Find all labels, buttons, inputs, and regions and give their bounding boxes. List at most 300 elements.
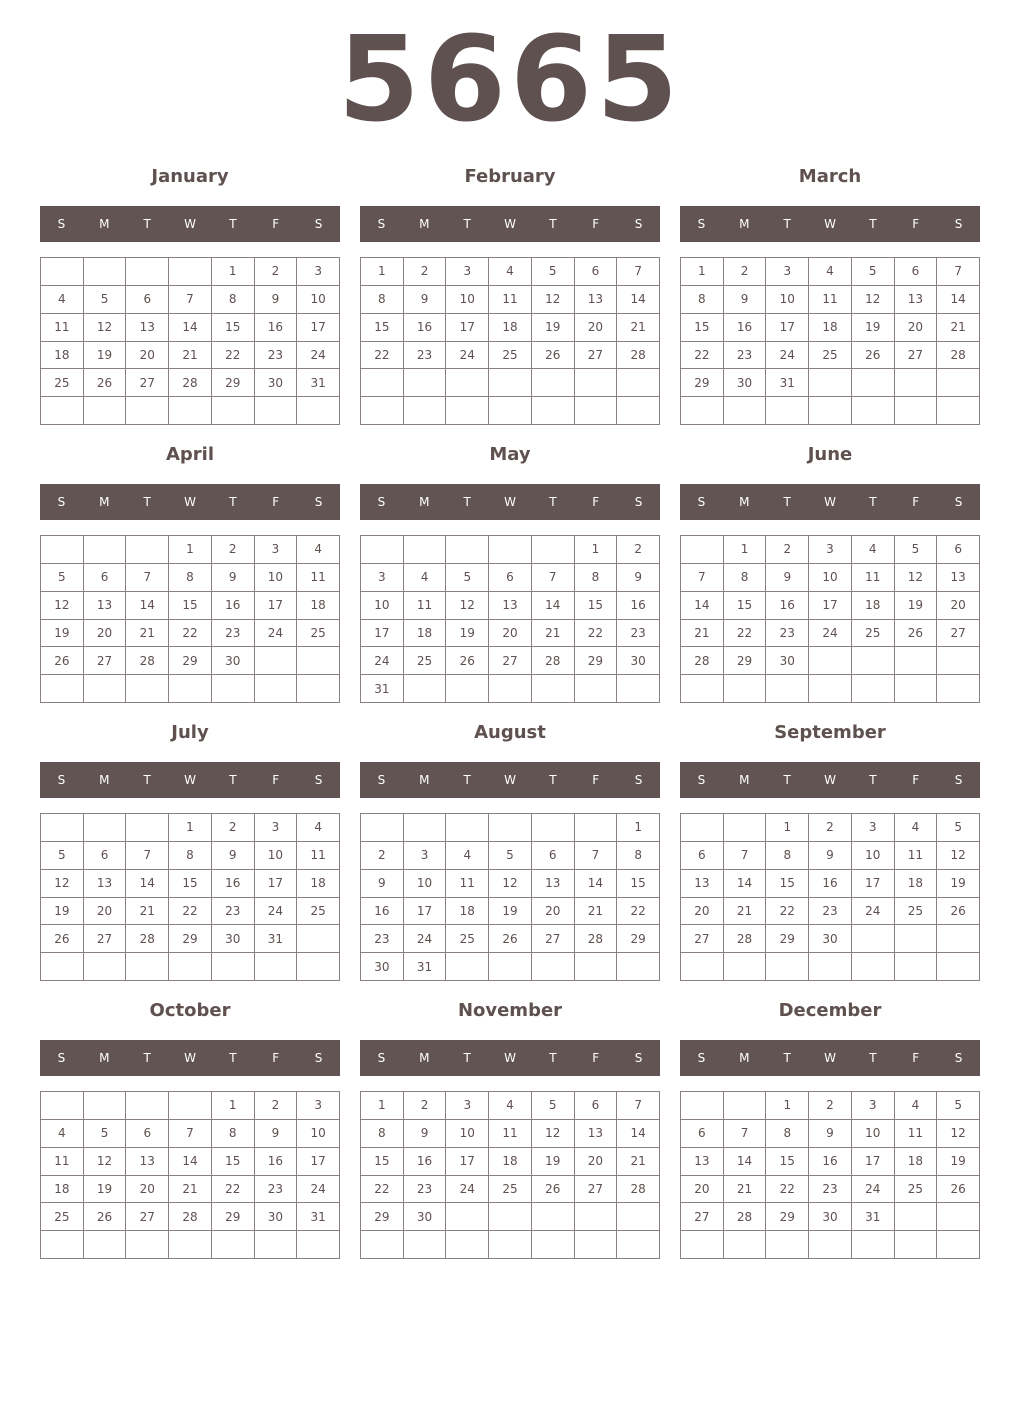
weekday-label: W [824,217,836,231]
day-cell: 12 [489,870,532,898]
empty-cell [617,369,660,397]
day-cell: 6 [575,1092,618,1120]
day-cell: 1 [575,536,618,564]
empty-cell [809,675,852,703]
day-cell: 28 [169,369,212,397]
empty-cell [681,1092,724,1120]
empty-cell [809,953,852,981]
day-cell: 13 [84,592,127,620]
weekday-label: W [824,495,836,509]
empty-cell [41,536,84,564]
day-grid [40,535,340,703]
day-cell: 1 [212,258,255,286]
day-cell: 29 [361,1203,404,1231]
empty-cell [489,397,532,425]
day-cell: 31 [361,675,404,703]
empty-cell [895,647,938,675]
weekday-label: F [912,217,920,231]
day-cell: 1 [681,258,724,286]
day-cell: 8 [169,842,212,870]
empty-cell [489,369,532,397]
day-cell: 3 [446,1092,489,1120]
empty-cell [41,814,84,842]
weekday-label: T [229,1051,237,1065]
empty-cell [766,397,809,425]
empty-cell [489,814,532,842]
day-cell: 9 [255,286,298,314]
day-cell: 2 [255,258,298,286]
empty-cell [809,1231,852,1259]
empty-cell [446,1203,489,1231]
empty-cell [937,397,980,425]
day-cell: 28 [532,647,575,675]
empty-cell [809,369,852,397]
empty-cell [895,397,938,425]
day-cell: 6 [489,564,532,592]
day-cell: 16 [404,1148,447,1176]
day-cell: 5 [489,842,532,870]
day-cell: 3 [255,814,298,842]
day-cell: 2 [404,1092,447,1120]
day-cell: 7 [169,286,212,314]
day-cell: 31 [255,925,298,953]
day-cell: 13 [532,870,575,898]
day-cell: 13 [937,564,980,592]
empty-cell [532,397,575,425]
day-cell: 26 [532,342,575,370]
day-cell: 21 [126,620,169,648]
day-cell: 31 [766,369,809,397]
weekday-label: S [954,495,963,509]
day-cell: 7 [681,564,724,592]
weekday-label: F [592,773,600,787]
day-cell: 13 [681,1148,724,1176]
weekday-label: S [377,495,386,509]
empty-cell [852,369,895,397]
day-cell: 5 [84,286,127,314]
weekday-label: S [697,1051,706,1065]
day-cell: 24 [404,925,447,953]
day-cell: 2 [809,1092,852,1120]
weekday-label: T [229,495,237,509]
empty-cell [446,814,489,842]
day-cell: 20 [84,898,127,926]
empty-cell [489,1231,532,1259]
empty-cell [212,953,255,981]
empty-cell [84,1231,127,1259]
empty-cell [895,953,938,981]
day-cell: 6 [895,258,938,286]
day-cell: 20 [489,620,532,648]
weekday-label: S [634,217,643,231]
weekday-header [680,206,980,242]
day-cell: 15 [212,314,255,342]
empty-cell [617,397,660,425]
empty-cell [937,925,980,953]
day-cell: 4 [809,258,852,286]
day-cell: 25 [41,1203,84,1231]
empty-cell [532,369,575,397]
day-cell: 15 [575,592,618,620]
day-cell: 31 [404,953,447,981]
day-cell: 19 [41,898,84,926]
empty-cell [489,1203,532,1231]
day-cell: 4 [41,1120,84,1148]
day-cell: 11 [489,1120,532,1148]
day-cell: 25 [489,1176,532,1204]
empty-cell [489,536,532,564]
empty-cell [212,675,255,703]
day-cell: 24 [852,898,895,926]
day-cell: 13 [126,314,169,342]
day-cell: 25 [41,369,84,397]
day-cell: 9 [404,1120,447,1148]
weekday-label: T [143,217,151,231]
day-cell: 2 [724,258,767,286]
empty-cell [84,814,127,842]
empty-cell [169,258,212,286]
empty-cell [446,953,489,981]
empty-cell [361,369,404,397]
day-grid [680,535,980,703]
empty-cell [126,1092,169,1120]
day-grid [360,813,660,981]
day-cell: 4 [404,564,447,592]
empty-cell [446,369,489,397]
day-cell: 27 [937,620,980,648]
day-cell: 19 [41,620,84,648]
day-cell: 18 [446,898,489,926]
weekday-label: T [869,1051,877,1065]
day-cell: 11 [852,564,895,592]
weekday-header [680,484,980,520]
weekday-label: T [143,1051,151,1065]
weekday-label: M [739,773,750,787]
empty-cell [681,397,724,425]
empty-cell [84,536,127,564]
day-cell: 29 [169,647,212,675]
day-cell: 2 [617,536,660,564]
day-cell: 22 [766,1176,809,1204]
month-title: November [457,1000,563,1021]
day-cell: 20 [937,592,980,620]
day-cell: 29 [575,647,618,675]
empty-cell [126,675,169,703]
day-cell: 30 [617,647,660,675]
day-cell: 16 [361,898,404,926]
day-cell: 10 [446,286,489,314]
day-cell: 27 [126,1203,169,1231]
day-cell: 30 [212,925,255,953]
empty-cell [937,1231,980,1259]
day-cell: 5 [41,842,84,870]
day-cell: 5 [852,258,895,286]
day-cell: 8 [361,286,404,314]
weekday-header [360,206,660,242]
weekday-label: T [463,1051,471,1065]
empty-cell [84,675,127,703]
empty-cell [84,397,127,425]
weekday-label: T [549,217,557,231]
weekday-label: M [99,217,110,231]
day-cell: 12 [84,314,127,342]
day-cell: 3 [852,1092,895,1120]
empty-cell [724,1092,767,1120]
day-cell: 28 [724,925,767,953]
empty-cell [446,1231,489,1259]
day-cell: 14 [575,870,618,898]
day-cell: 7 [724,842,767,870]
empty-cell [404,675,447,703]
day-cell: 7 [575,842,618,870]
day-cell: 22 [575,620,618,648]
day-cell: 17 [766,314,809,342]
day-cell: 7 [937,258,980,286]
empty-cell [212,1231,255,1259]
day-cell: 20 [84,620,127,648]
empty-cell [937,647,980,675]
day-cell: 5 [937,814,980,842]
day-cell: 25 [895,898,938,926]
day-cell: 10 [446,1120,489,1148]
empty-cell [532,1231,575,1259]
day-cell: 24 [297,342,340,370]
day-cell: 16 [404,314,447,342]
day-cell: 18 [489,314,532,342]
day-cell: 12 [41,592,84,620]
day-cell: 13 [489,592,532,620]
day-cell: 24 [297,1176,340,1204]
day-cell: 15 [169,592,212,620]
day-cell: 4 [41,286,84,314]
day-cell: 22 [617,898,660,926]
weekday-label: M [419,217,430,231]
day-cell: 23 [255,1176,298,1204]
day-cell: 25 [297,620,340,648]
empty-cell [575,953,618,981]
weekday-label: S [57,1051,66,1065]
empty-cell [532,1203,575,1231]
day-cell: 21 [617,1148,660,1176]
weekday-label: T [229,217,237,231]
day-cell: 11 [41,314,84,342]
empty-cell [852,925,895,953]
day-cell: 9 [809,1120,852,1148]
day-cell: 19 [532,314,575,342]
empty-cell [126,1231,169,1259]
day-cell: 20 [681,898,724,926]
weekday-label: S [377,217,386,231]
empty-cell [126,953,169,981]
empty-cell [681,536,724,564]
weekday-label: M [739,217,750,231]
day-cell: 29 [212,369,255,397]
empty-cell [41,1092,84,1120]
day-cell: 17 [852,870,895,898]
day-cell: 23 [212,898,255,926]
day-cell: 27 [489,647,532,675]
day-cell: 15 [724,592,767,620]
weekday-label: S [954,217,963,231]
day-cell: 6 [126,1120,169,1148]
weekday-label: F [912,1051,920,1065]
weekday-label: T [869,773,877,787]
day-cell: 1 [766,1092,809,1120]
empty-cell [169,953,212,981]
day-cell: 14 [617,1120,660,1148]
weekday-header [680,1040,980,1076]
day-cell: 16 [809,1148,852,1176]
day-cell: 24 [255,620,298,648]
empty-cell [895,1203,938,1231]
day-cell: 23 [766,620,809,648]
day-cell: 18 [41,342,84,370]
weekday-label: T [783,217,791,231]
day-cell: 15 [169,870,212,898]
empty-cell [446,675,489,703]
day-cell: 30 [724,369,767,397]
weekday-label: F [592,217,600,231]
day-cell: 25 [852,620,895,648]
day-cell: 19 [937,1148,980,1176]
day-cell: 21 [681,620,724,648]
day-cell: 27 [895,342,938,370]
day-cell: 8 [361,1120,404,1148]
empty-cell [255,1231,298,1259]
day-cell: 2 [809,814,852,842]
day-cell: 25 [809,342,852,370]
day-cell: 23 [809,898,852,926]
day-cell: 16 [766,592,809,620]
empty-cell [532,814,575,842]
day-cell: 20 [575,1148,618,1176]
empty-cell [169,675,212,703]
empty-cell [766,953,809,981]
day-cell: 6 [532,842,575,870]
day-cell: 23 [724,342,767,370]
day-cell: 18 [895,1148,938,1176]
empty-cell [255,397,298,425]
day-cell: 22 [212,1176,255,1204]
weekday-label: T [783,773,791,787]
day-cell: 18 [895,870,938,898]
day-cell: 30 [212,647,255,675]
day-cell: 25 [297,898,340,926]
empty-cell [532,675,575,703]
day-cell: 8 [766,1120,809,1148]
empty-cell [575,397,618,425]
day-cell: 16 [724,314,767,342]
empty-cell [895,925,938,953]
day-cell: 3 [446,258,489,286]
day-cell: 18 [297,592,340,620]
empty-cell [809,647,852,675]
weekday-label: W [504,495,516,509]
month-title: June [807,444,853,465]
empty-cell [852,397,895,425]
empty-cell [297,925,340,953]
empty-cell [617,675,660,703]
weekday-label: T [463,773,471,787]
weekday-label: M [99,773,110,787]
day-cell: 5 [532,258,575,286]
day-cell: 11 [297,842,340,870]
empty-cell [937,953,980,981]
day-cell: 19 [895,592,938,620]
day-cell: 5 [895,536,938,564]
day-cell: 13 [84,870,127,898]
day-cell: 10 [255,564,298,592]
weekday-label: S [57,217,66,231]
weekday-header [360,762,660,798]
day-cell: 25 [895,1176,938,1204]
day-cell: 1 [766,814,809,842]
day-cell: 18 [297,870,340,898]
weekday-label: W [184,773,196,787]
day-grid [680,813,980,981]
day-cell: 31 [297,1203,340,1231]
day-cell: 23 [617,620,660,648]
day-cell: 11 [809,286,852,314]
weekday-label: M [99,495,110,509]
weekday-label: S [314,1051,323,1065]
day-cell: 30 [255,369,298,397]
day-cell: 11 [895,1120,938,1148]
day-cell: 22 [361,1176,404,1204]
day-cell: 20 [126,1176,169,1204]
day-cell: 7 [126,564,169,592]
weekday-label: T [463,495,471,509]
day-cell: 28 [681,647,724,675]
month-title: February [464,166,556,187]
day-cell: 28 [126,925,169,953]
day-cell: 26 [489,925,532,953]
day-cell: 5 [446,564,489,592]
day-cell: 29 [681,369,724,397]
empty-cell [446,397,489,425]
day-cell: 14 [532,592,575,620]
day-cell: 24 [809,620,852,648]
day-cell: 31 [297,369,340,397]
day-grid [360,1091,660,1259]
day-cell: 12 [41,870,84,898]
day-cell: 24 [361,647,404,675]
day-cell: 12 [84,1148,127,1176]
empty-cell [126,814,169,842]
day-cell: 14 [937,286,980,314]
day-cell: 1 [724,536,767,564]
day-cell: 4 [297,536,340,564]
day-cell: 10 [766,286,809,314]
weekday-label: S [314,495,323,509]
day-cell: 24 [446,1176,489,1204]
day-cell: 28 [617,342,660,370]
day-cell: 19 [937,870,980,898]
weekday-label: S [954,773,963,787]
day-cell: 27 [532,925,575,953]
empty-cell [255,647,298,675]
empty-cell [617,1231,660,1259]
day-cell: 6 [937,536,980,564]
weekday-label: F [912,495,920,509]
weekday-label: S [634,773,643,787]
day-cell: 5 [532,1092,575,1120]
empty-cell [404,536,447,564]
weekday-label: S [314,217,323,231]
day-cell: 19 [84,1176,127,1204]
weekday-label: W [184,217,196,231]
empty-cell [489,953,532,981]
